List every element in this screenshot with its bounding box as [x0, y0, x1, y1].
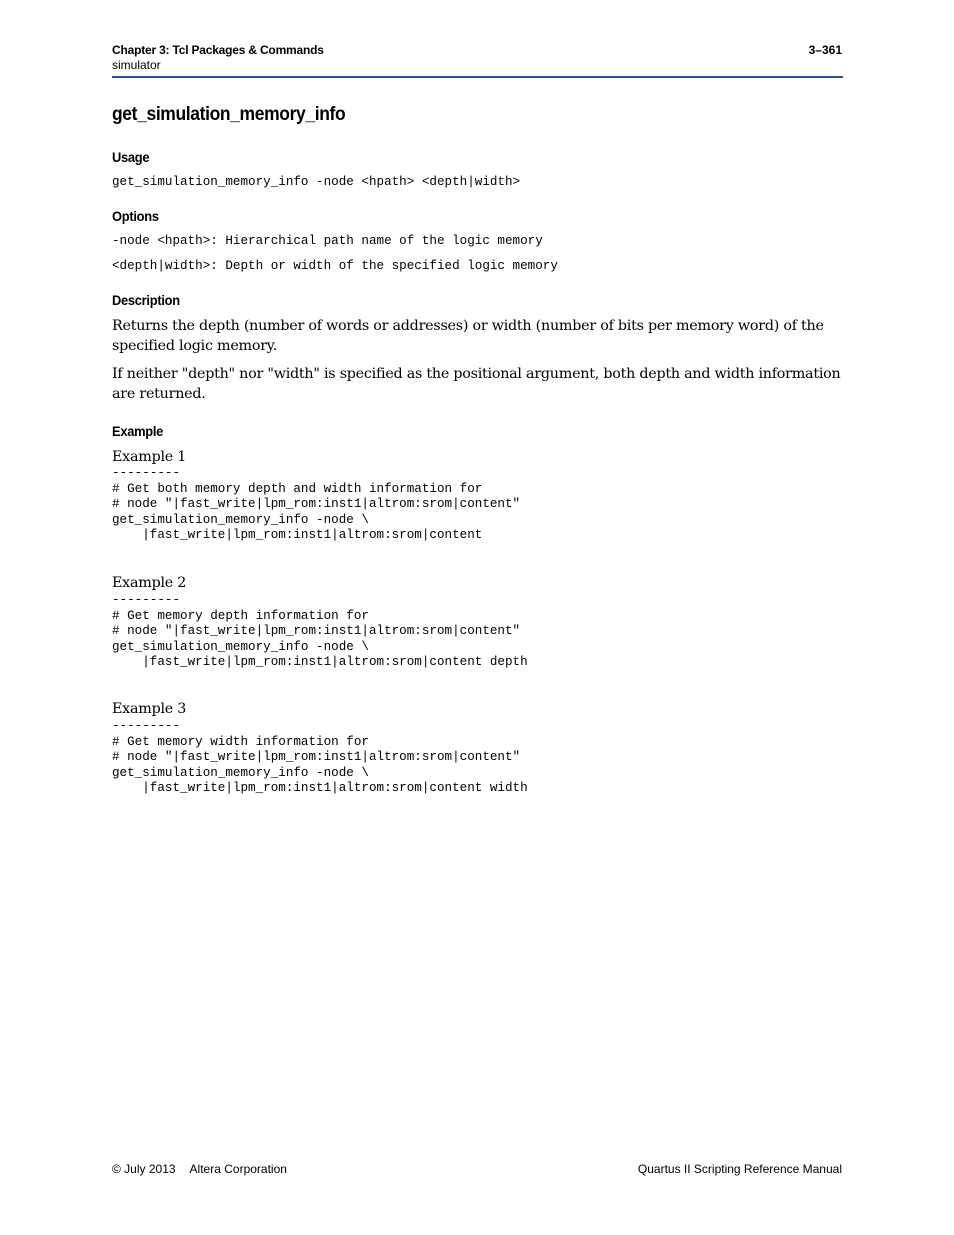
header-divider: [112, 76, 843, 78]
example-3-code: --------- # Get memory width information for # node "|fast_write|lpm_rom:inst1|altrom:srom|content" get_simulation_memory_info -node \ |fast_write|lpm_rom:inst1|altrom:srom|content width: [112, 719, 528, 795]
page-footer: [112, 1162, 842, 1177]
usage-heading: Usage: [112, 149, 150, 165]
example-3-label: Example 3: [112, 701, 187, 717]
example-2-code: --------- # Get memory depth information for # node "|fast_write|lpm_rom:inst1|altrom:srom|content" get_simulation_memory_info -node \ |fast_write|lpm_rom:inst1|altrom:srom|content depth: [112, 593, 528, 669]
footer-company: Altera Corporation: [189, 1162, 287, 1176]
description-paragraph-2: If neither "depth" nor "width" is specified as the positional argument, both depth and width information are returned.: [112, 366, 841, 402]
example-1-label: Example 1: [112, 449, 187, 465]
page-header: [112, 43, 842, 73]
footer-date: © July 2013: [112, 1162, 176, 1176]
description-heading: Description: [112, 292, 180, 308]
footer-manual-title: Quartus II Scripting Reference Manual: [637, 1162, 842, 1176]
page-number: 3–361: [808, 43, 842, 57]
usage-code: get_simulation_memory_info -node <hpath> <depth|width>: [112, 175, 521, 189]
example-heading: Example: [112, 423, 164, 439]
option-node: -node <hpath>: Hierarchical path name of the logic memory: [112, 234, 543, 248]
option-depth-width: <depth|width>: Depth or width of the specified logic memory: [112, 259, 558, 273]
chapter-title: Chapter 3: Tcl Packages & Commands: [112, 43, 324, 57]
example-2-label: Example 2: [112, 575, 187, 591]
example-1-code: --------- # Get both memory depth and width information for # node "|fast_write|lpm_rom:inst1|altrom:srom|content" get_simulation_memory_info -node \ |fast_write|lpm_rom:inst1|altrom:srom|content: [112, 466, 521, 542]
options-heading: Options: [112, 208, 159, 224]
page-title: get_simulation_memory_info: [112, 104, 346, 125]
section-name: simulator: [112, 58, 161, 72]
description-paragraph-1: Returns the depth (number of words or addresses) or width (number of bits per memory word) of the specified logic memory.: [112, 318, 824, 354]
